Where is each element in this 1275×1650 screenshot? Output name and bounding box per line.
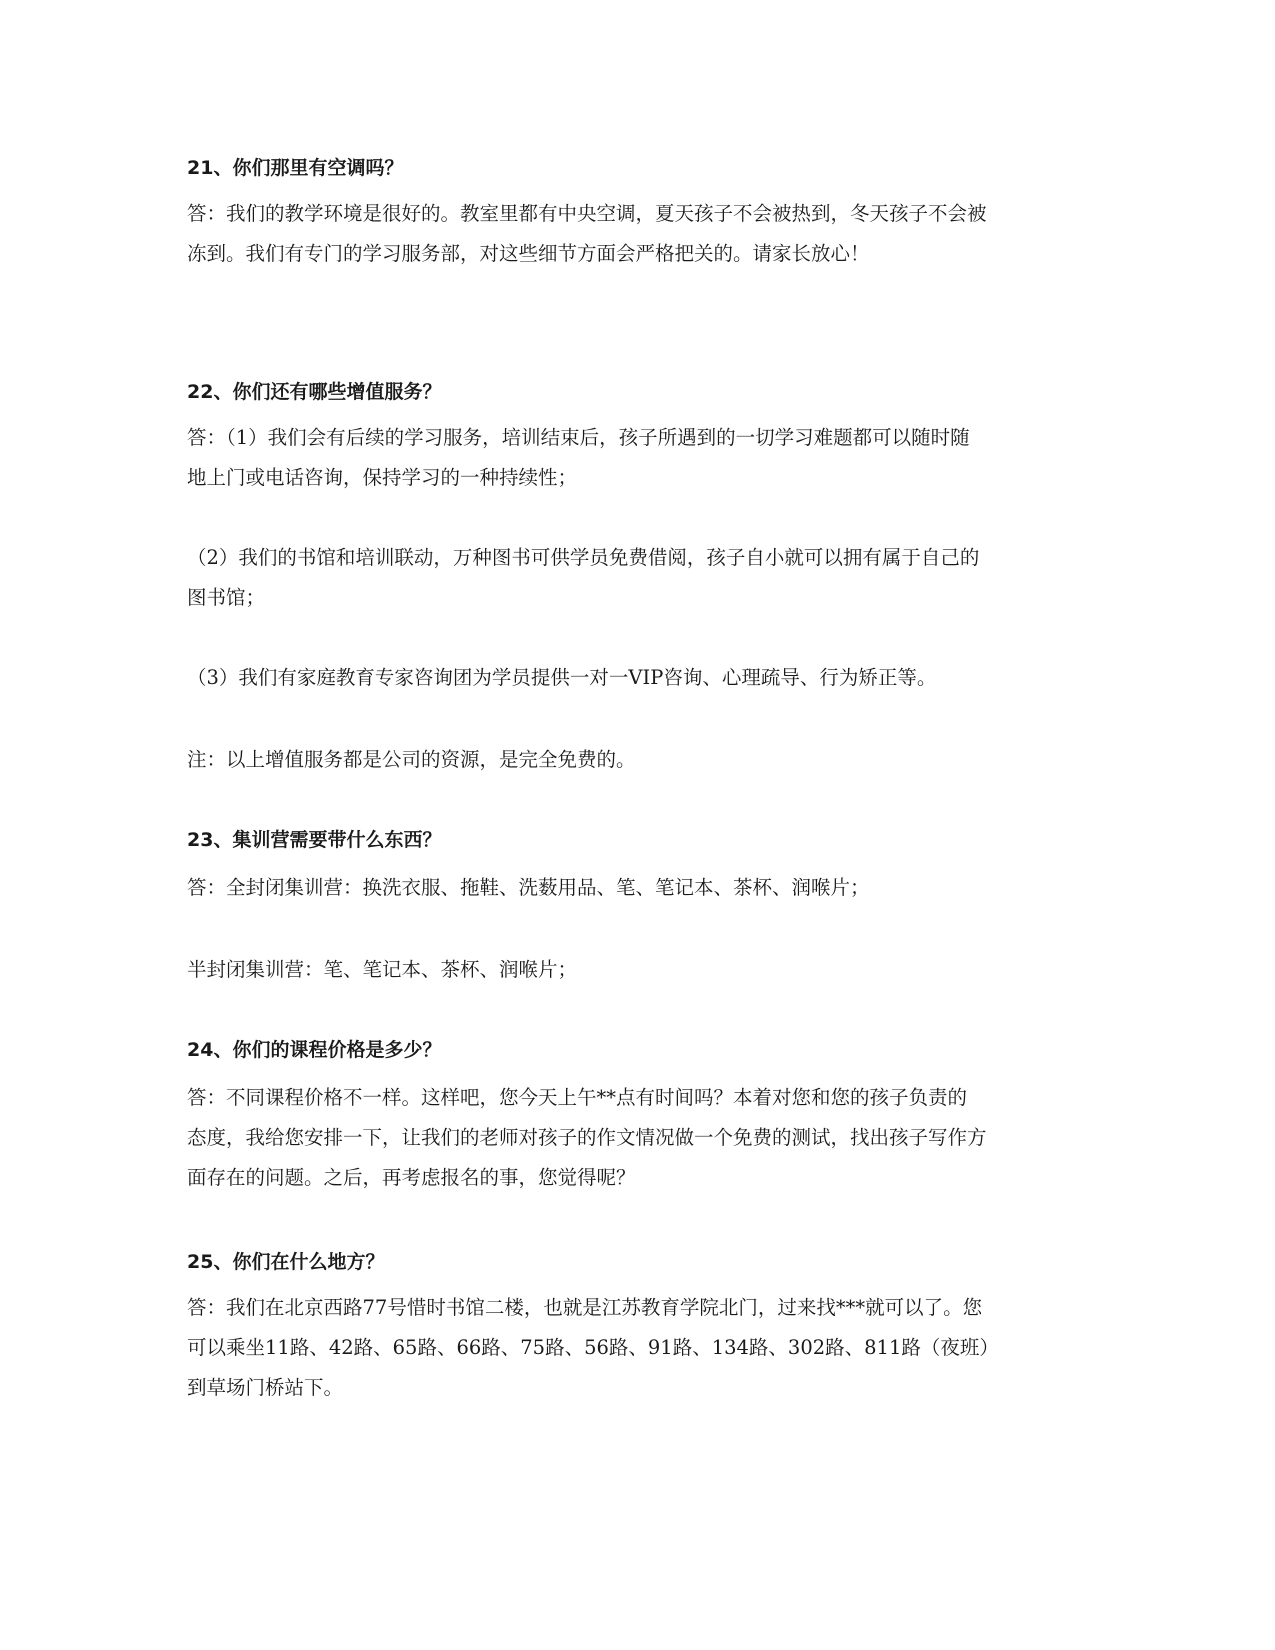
answer-25-line-1: 答：我们在北京西路77号惜时书馆二楼，也就是江苏教育学院北门，过来找***就可以了。您 — [187, 1296, 983, 1319]
question-24: 24、你们的课程价格是多少？ — [187, 1039, 442, 1061]
answer-23-line-1: 答：全封闭集训营：换洗衣服、拖鞋、洗薮用品、笔、笔记本、茶杯、润喉片； — [187, 876, 870, 899]
answer-22-item2-line-1: （2）我们的书馆和培训联动，万种图书可供学员免费借阅，孩子自小就可以拥有属于自己的 — [187, 546, 980, 569]
answer-22-item2-line-2: 图书馆； — [187, 586, 266, 609]
answer-22-note: 注：以上增值服务都是公司的资源，是完全免费的。 — [187, 748, 636, 771]
answer-24-line-1: 答：不同课程价格不一样。这样吧，您今天上午**点有时间吗？本着对您和您的孩子负责的 — [187, 1086, 968, 1109]
answer-21-line-1: 答：我们的教学环境是很好的。教室里都有中央空调，夏天孩子不会被热到，冬天孩子不会被 — [187, 202, 987, 225]
answer-25-line-2: 可以乘坐11路、42路、65路、66路、75路、56路、91路、134路、302路、811路（夜班） — [187, 1336, 999, 1359]
question-21: 21、你们那里有空调吗？ — [187, 157, 404, 179]
answer-24-line-2: 态度，我给您安排一下，让我们的老师对孩子的作文情况做一个免费的测试，找出孩子写作方 — [187, 1126, 987, 1149]
answer-22-item3: （3）我们有家庭教育专家咨询团为学员提供一对一VIP咨询、心理疏导、行为矫正等。 — [187, 666, 937, 689]
answer-23-extra: 半封闭集训营：笔、笔记本、茶杯、润喉片； — [187, 958, 578, 981]
question-25: 25、你们在什么地方？ — [187, 1251, 385, 1273]
question-22: 22、你们还有哪些增值服务？ — [187, 381, 442, 403]
question-23: 23、集训营需要带什么东西？ — [187, 829, 442, 851]
answer-24-line-3: 面存在的问题。之后，再考虑报名的事，您觉得呢？ — [187, 1166, 636, 1189]
answer-22-line-2: 地上门或电话咨询，保持学习的一种持续性； — [187, 466, 578, 489]
document-page — [187, 150, 1087, 1408]
answer-22-line-1: 答：（1）我们会有后续的学习服务，培训结束后，孩子所遇到的一切学习难题都可以随时随 — [187, 426, 970, 449]
answer-21-line-2: 冻到。我们有专门的学习服务部，对这些细节方面会严格把关的。请家长放心！ — [187, 242, 870, 265]
answer-25-line-3: 到草场门桥站下。 — [187, 1376, 344, 1399]
